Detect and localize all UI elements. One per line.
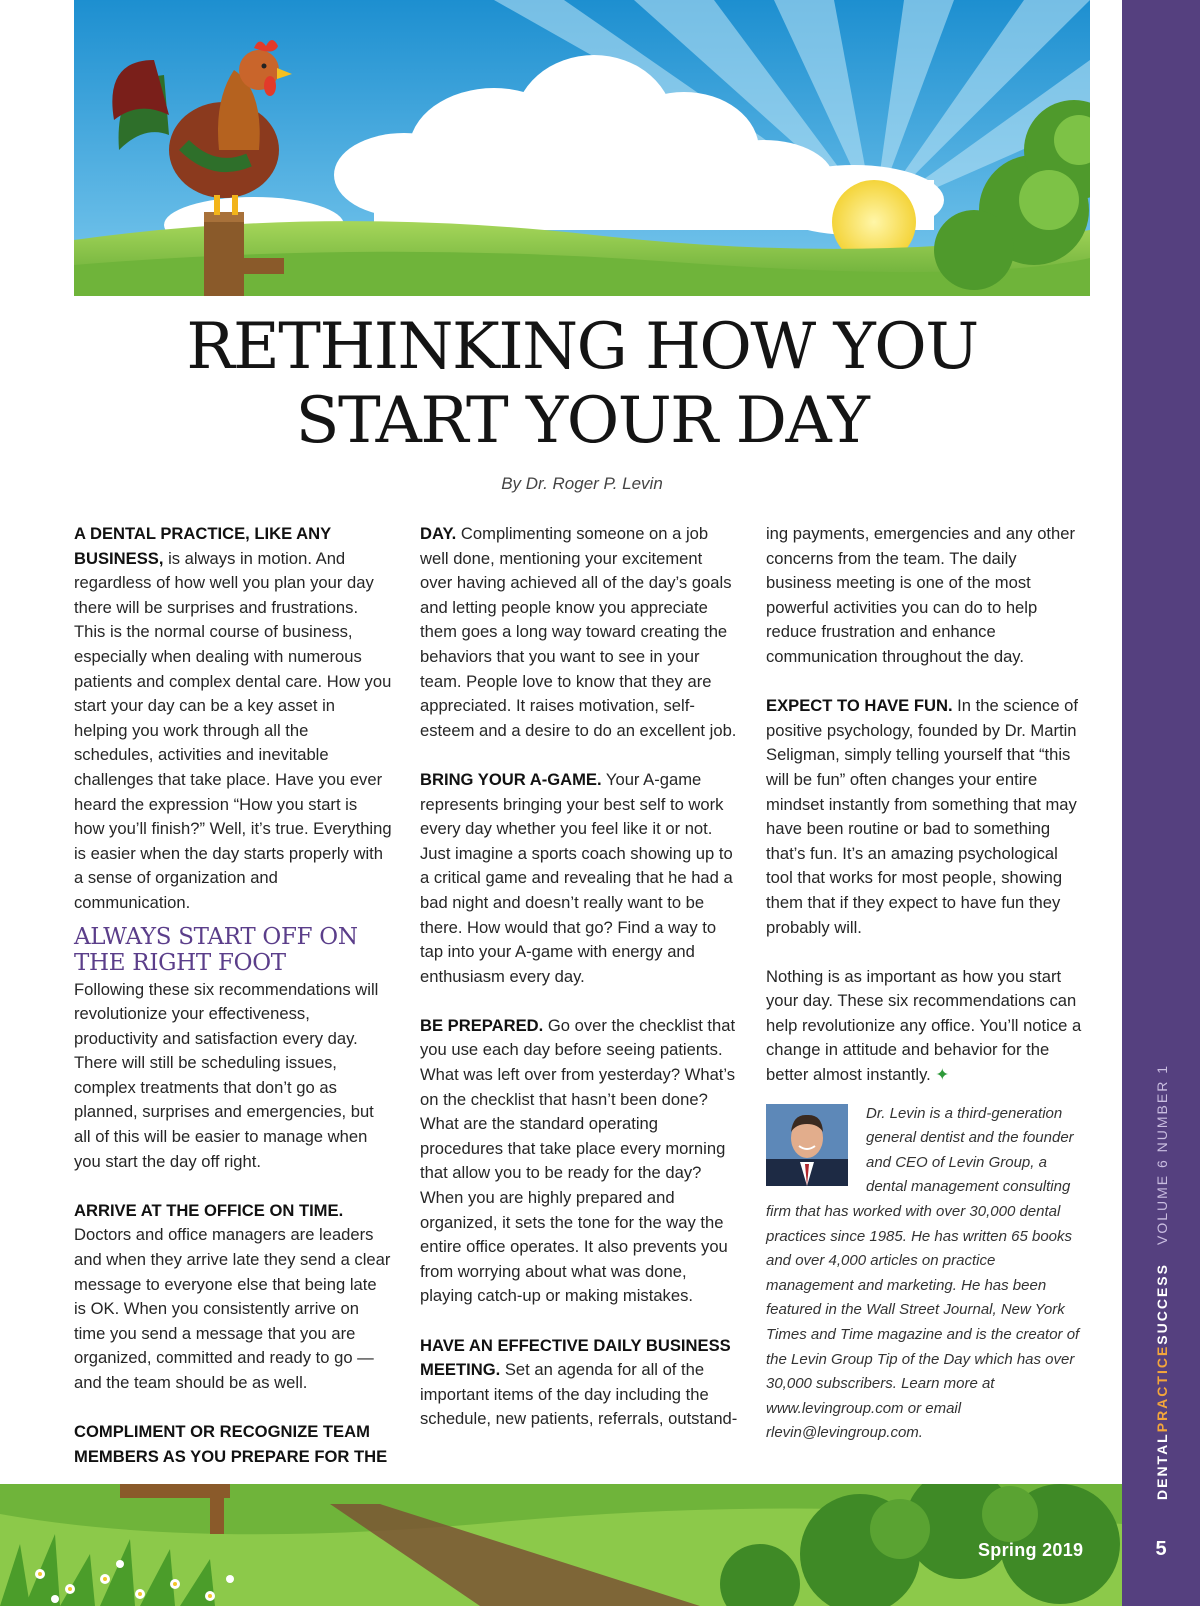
paragraph-meeting xyxy=(420,1334,738,1432)
author-portrait xyxy=(766,1104,848,1186)
paragraph-arrive xyxy=(74,1199,392,1396)
bio-text: Dr. Levin is a third-generation general dentist and the founder and CEO of Levin Group, a dental management consulting firm that has worked with over 30,000 dental practices since 1985. He has written 65 books and over 4,000 articles on practice management and marketing. He has been featured in the Wall Street Journal, New York Times and Time magazine and is the creator of the Levin Group Tip of the Day which has over 30,000 subscribers. Learn more at www.levingroup.com or email rlevin@levingroup.com. xyxy=(766,1104,1080,1442)
lead-in: BRING YOUR A-GAME. xyxy=(420,769,602,789)
issue-season: Spring 2019 xyxy=(978,1540,1084,1560)
paragraph-day xyxy=(420,522,738,743)
paragraph-fun xyxy=(766,694,1084,940)
brand-word-practice: PRACTICE xyxy=(1154,1344,1170,1433)
byline: By Dr. Roger P. Levin xyxy=(501,474,663,493)
brand-word-dental: DENTAL xyxy=(1154,1432,1170,1500)
brand-word-success: SUCCESS xyxy=(1154,1263,1170,1345)
paragraph-text: Complimenting someone on a job well done, mentioning your excitement over having achieved all of the day’s goals and letting people know you appreciate them goes a long way toward creating the behaviors that you want to see in your team. People love to know that they are appreciated. It raises motivation, self-esteem and a desire to do an excellent job. xyxy=(420,524,737,740)
footer-illustration xyxy=(0,1484,1122,1606)
column-3 xyxy=(766,522,1084,1446)
paragraph-conclusion xyxy=(766,965,1084,1088)
paragraph-text: ing payments, emergencies and any other concerns from the team. The daily business meeting is one of the most powerful activities you can do to help reduce frustration and enhance communication throughout the day. xyxy=(766,524,1076,666)
lead-in: HAVE AN EFFECTIVE DAILY BUSINESS MEETING. xyxy=(420,1335,731,1380)
paragraph-text: In the science of positive psychology, founded by Dr. Martin Seligman, simply telling yourself that “this will be fun” often changes your entire mindset instantly from something that may have been routine or bad to something that’s fun. It’s an amazing psychological tool that works for most people, showing them that if they expect to have fun they probably will. xyxy=(766,696,1079,937)
lead-in: DAY. xyxy=(420,524,457,543)
lead-in: ARRIVE AT THE OFFICE ON TIME. xyxy=(74,1200,344,1220)
lead-in: EXPECT TO HAVE FUN. xyxy=(766,696,953,716)
section-subhead: ALWAYS START OFF ON THE RIGHT FOOT xyxy=(74,923,358,976)
paragraph-text: Doctors and office managers are leaders and when they arrive late they send a clear message to everyone else that being late is OK. When you consistently arrive on time you send a message that you are organized, committed and ready to go — and the team should be as well. xyxy=(74,1225,391,1392)
paragraph-a-game xyxy=(420,768,738,989)
paragraph-text: is always in motion. And regardless of how well you plan your day there will be surprises and frustrations. This is the normal course of business, especially when dealing with numerous patients and complex dental care. How you start your day can be a key asset in helping you work through all the schedules, activities and inevitable challenges that take place. Have you ever heard the expression “How you start is how you’ll finish?” Well, it’s true. Everything is easier when the day starts properly with a sense of organization and communication. xyxy=(74,548,392,912)
column-2 xyxy=(420,522,738,1432)
volume-number: VOLUME 6 NUMBER 1 xyxy=(1154,1063,1170,1246)
paragraph-text: Go over the checklist that you use each day before seeing patients. What was left over from yesterday? What’s on the checklist that hasn’t been done? What are the standard operating procedures that take place every morning that allow you to be ready for the day? When you are highly prepared and organized, it sets the tone for the way the entire office operates. It also prevents you from worrying about what was done, playing catch-up or making mistakes. xyxy=(420,1015,736,1306)
hero-illustration xyxy=(74,0,1090,296)
lead-in: COMPLIMENT OR RECOGNIZE TEAM MEMBERS AS YOU PREPARE FOR THE xyxy=(74,1422,388,1466)
paragraph-text: Your A-game represents bringing your best self to work every day whether you feel like it or not. Just imagine a sports coach showing up to a critical game and revealing that he had a bad night and doesn’t really want to be there. How would that go? Find a way to tap into your A-game with energy and enthusiasm every day. xyxy=(420,769,733,986)
lead-in: BE PREPARED. xyxy=(420,1015,544,1035)
page-number: 5 xyxy=(1155,1538,1167,1560)
magazine-name-vertical xyxy=(1149,1000,1175,1500)
sparkle-icon: ✦ xyxy=(935,1065,950,1085)
column-1 xyxy=(74,522,392,1469)
paragraph-prepared xyxy=(420,1014,738,1309)
page-title: RETHINKING HOW YOU START YOUR DAY xyxy=(186,310,978,458)
paragraph-intro xyxy=(74,522,392,916)
paragraph-text: Set an agenda for all of the important items of the day including the schedule, new patients, referrals, outstand- xyxy=(420,1360,738,1429)
paragraph-text: Nothing is as important as how you start your day. These six recommendations can help revolutionize any office. You’ll notice a change in attitude and behavior for the better almost instantly. xyxy=(766,966,1082,1085)
paragraph-text: Following these six recommendations will revolutionize your effectiveness, productivity and satisfaction every day. There will still be scheduling issues, complex treatments that don’t go as planned, surprises and emergencies, but all of this will be easier to manage when you start the day off right. xyxy=(74,979,379,1171)
lead-in: A DENTAL PRACTICE, LIKE ANY BUSINESS, xyxy=(74,524,331,568)
paragraph-compliment xyxy=(74,1420,392,1469)
author-bio xyxy=(766,1102,1084,1446)
